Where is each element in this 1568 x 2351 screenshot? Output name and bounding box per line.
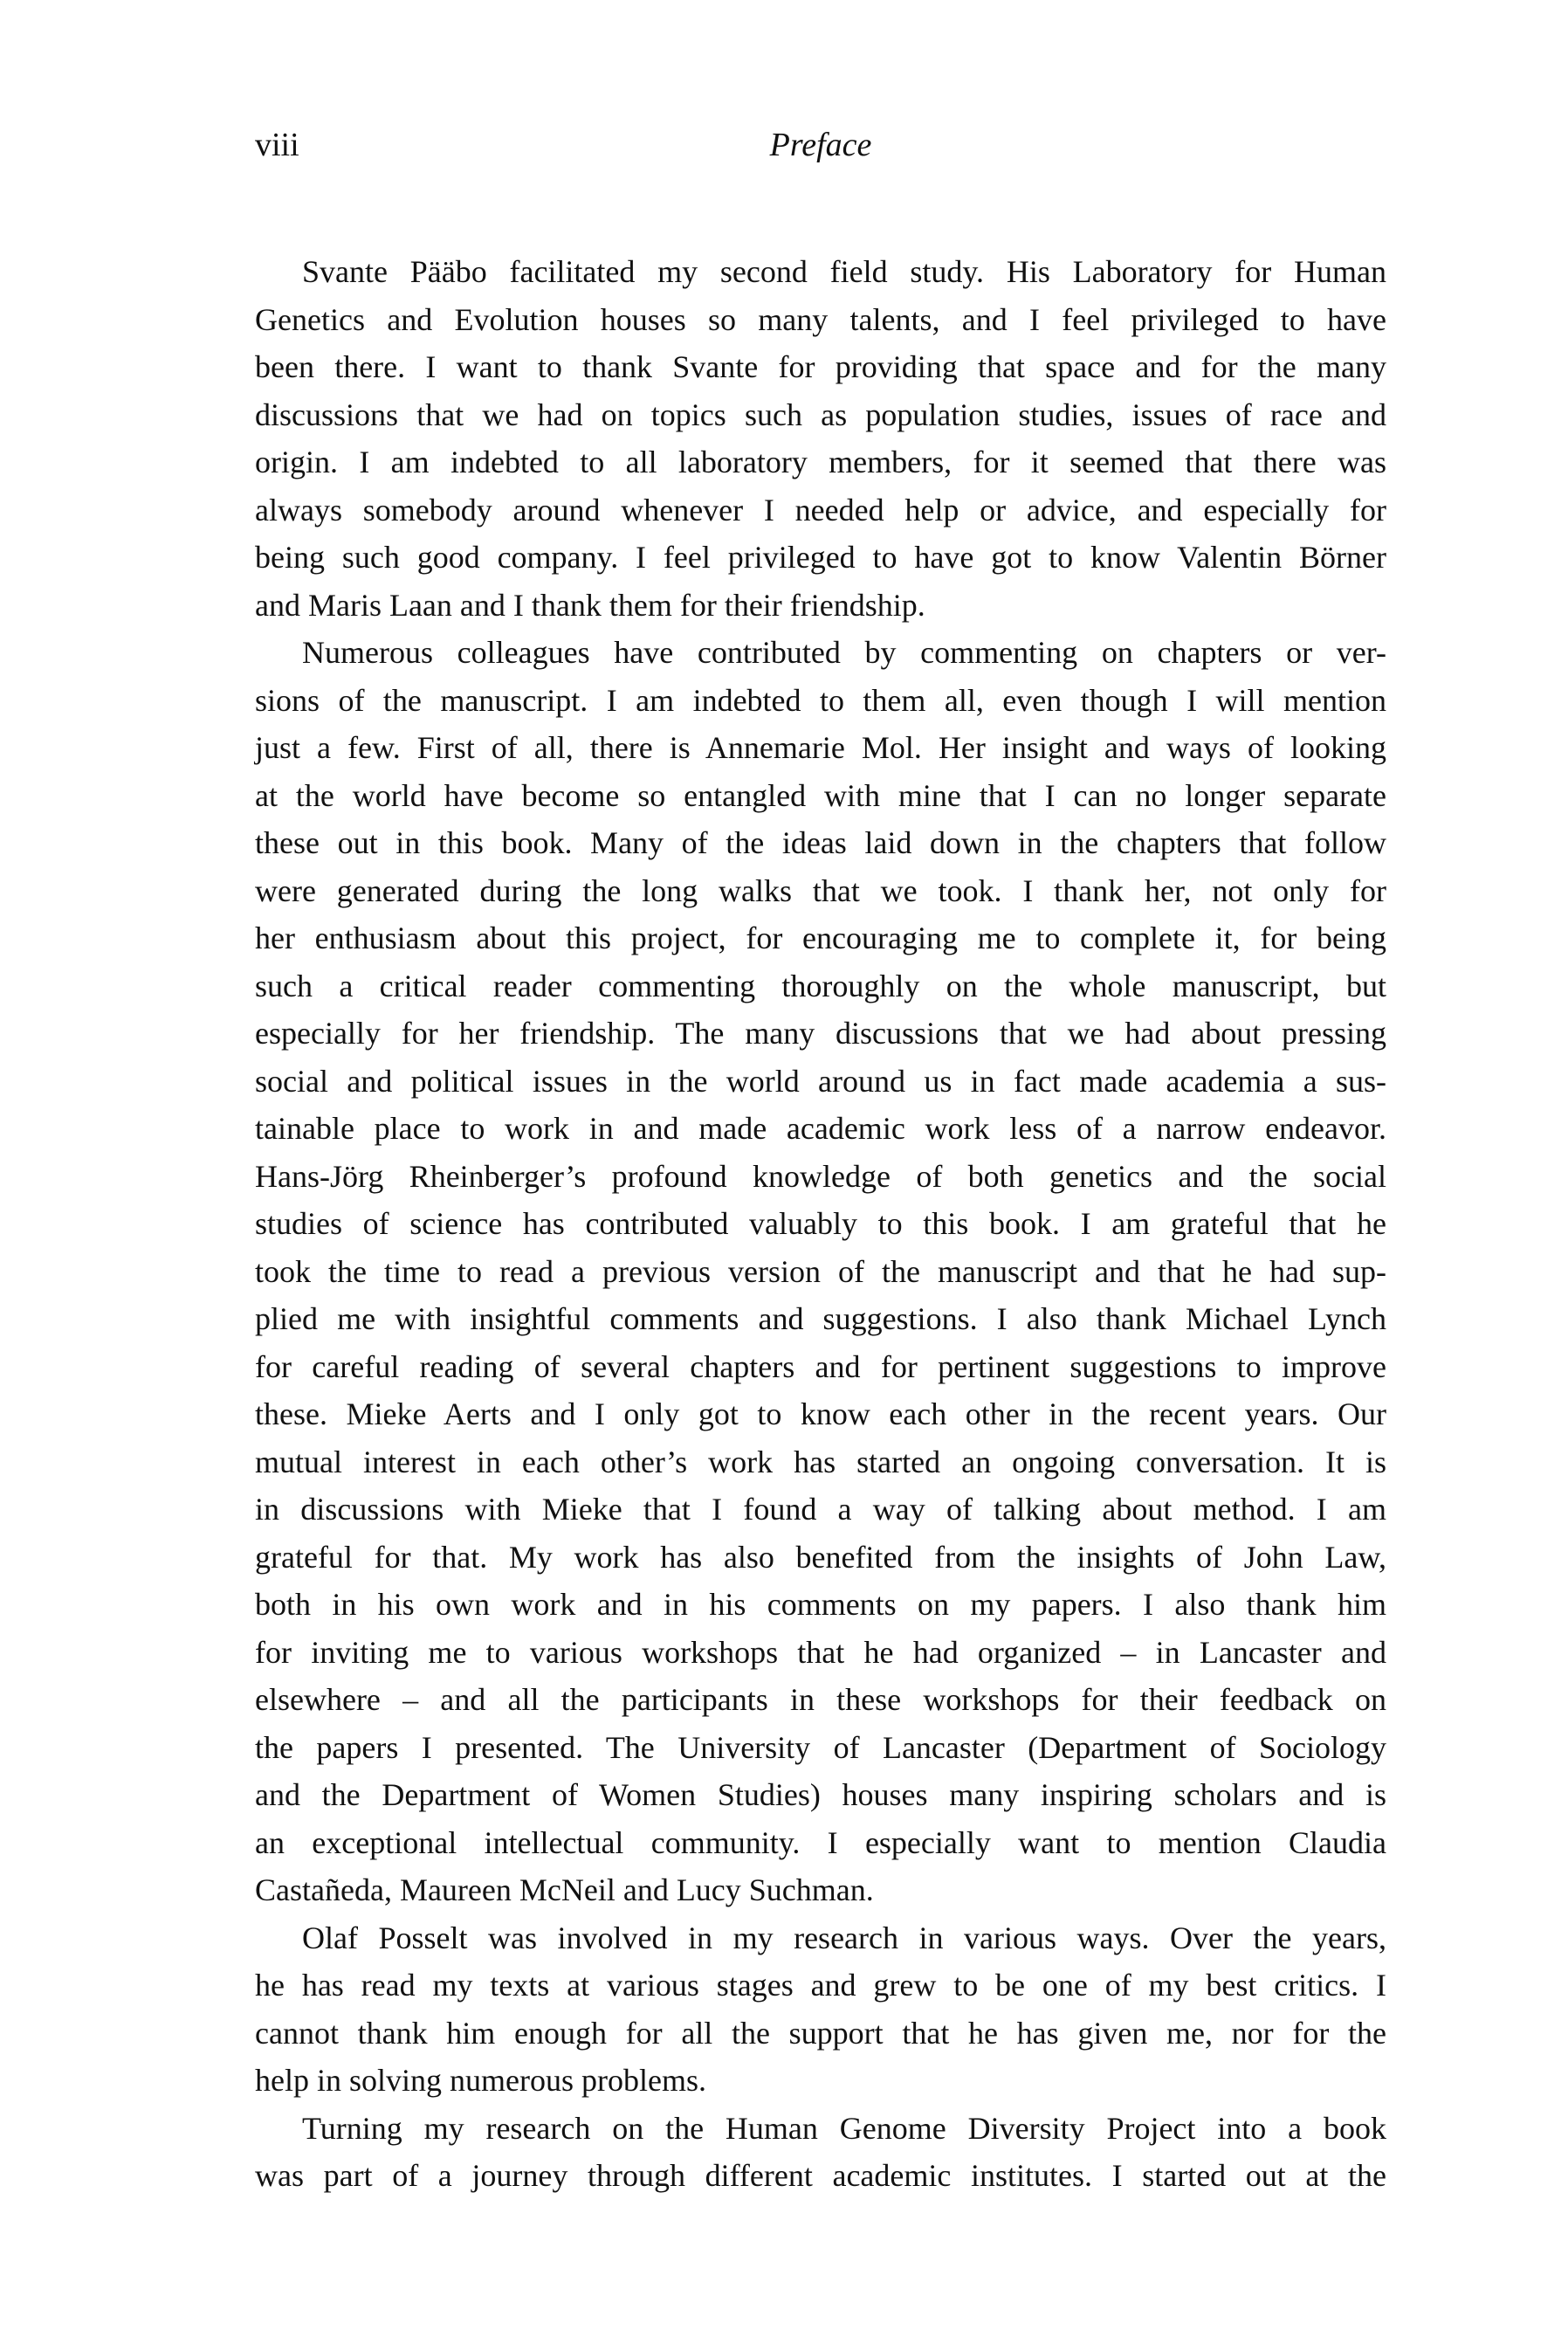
- text-line: especially for her friendship. The many discussions that we had about pressing: [255, 1016, 1386, 1051]
- text-line: help in solving numerous problems.: [255, 2063, 706, 2098]
- running-section-title: Preface: [769, 127, 872, 163]
- text-line: mutual interest in each other’s work has started an ongoing conversation. It is: [255, 1444, 1386, 1479]
- text-line: elsewhere – and all the participants in these workshops for their feedback on: [255, 1682, 1386, 1717]
- text-line: and Maris Laan and I thank them for their friendship.: [255, 587, 925, 623]
- text-line: Turning my research on the Human Genome Diversity Project into a book: [302, 2110, 1386, 2146]
- text-line: were generated during the long walks that we took. I thank her, not only for: [255, 872, 1386, 908]
- text-line: the papers I presented. The University of Lancaster (Department of Sociology: [255, 1729, 1386, 1765]
- paragraph-olaf-posselt: [255, 1914, 1386, 2105]
- text-line: Castañeda, Maureen McNeil and Lucy Suchman.: [255, 1872, 874, 1907]
- text-line: an exceptional intellectual community. I especially want to mention Claudia: [255, 1824, 1386, 1860]
- text-line: being such good company. I feel privileged to have got to know Valentin Börner: [255, 540, 1386, 575]
- text-line: her enthusiasm about this project, for encouraging me to complete it, for being: [255, 920, 1386, 955]
- text-line: was part of a journey through different academic institutes. I started out at the: [255, 2158, 1386, 2193]
- text-line: at the world have become so entangled with mine that I can no longer separate: [255, 777, 1386, 813]
- text-line: in discussions with Mieke that I found a way of talking about method. I am: [255, 1492, 1386, 1527]
- text-line: just a few. First of all, there is Annemarie Mol. Her insight and ways of looking: [255, 730, 1386, 765]
- text-line: took the time to read a previous version of the manuscript and that he had sup-: [255, 1253, 1386, 1289]
- text-line: Genetics and Evolution houses so many talents, and I feel privileged to have: [255, 301, 1386, 337]
- text-line: and the Department of Women Studies) houses many inspiring scholars and is: [255, 1777, 1386, 1812]
- text-line: tainable place to work in and made academic work less of a narrow endeavor.: [255, 1111, 1386, 1146]
- paragraph-paabo-lab: [255, 248, 1386, 629]
- running-head: [255, 119, 1386, 171]
- body-text: [255, 248, 1386, 2200]
- text-line: for inviting me to various workshops that he had organized – in Lancaster and: [255, 1634, 1386, 1670]
- text-line: both in his own work and in his comments on my papers. I also thank him: [255, 1587, 1386, 1622]
- text-line: discussions that we had on topics such as population studies, issues of race and: [255, 396, 1386, 432]
- text-line: plied me with insightful comments and suggestions. I also thank Michael Lynch: [255, 1301, 1386, 1336]
- text-line: grateful for that. My work has also benefited from the insights of John Law,: [255, 1539, 1386, 1575]
- text-line: origin. I am indebted to all laboratory members, for it seemed that there was: [255, 445, 1386, 479]
- text-line: social and political issues in the world around us in fact made academia a sus-: [255, 1063, 1386, 1099]
- text-line: been there. I want to thank Svante for providing that space and for the many: [255, 349, 1386, 384]
- paragraph-colleagues: [255, 629, 1386, 1914]
- text-line: sions of the manuscript. I am indebted to them all, even though I will mention: [255, 682, 1386, 718]
- page-number: viii: [255, 127, 299, 163]
- text-line: he has read my texts at various stages and grew to be one of my best critics. I: [255, 1968, 1386, 2003]
- text-line: always somebody around whenever I needed help or advice, and especially for: [255, 492, 1386, 527]
- text-line: for careful reading of several chapters and for pertinent suggestions to improve: [255, 1348, 1386, 1384]
- text-line: such a critical reader commenting thoroughly on the whole manuscript, but: [255, 968, 1386, 1003]
- text-line: Hans-Jörg Rheinberger’s profound knowledge of both genetics and the social: [255, 1158, 1386, 1194]
- text-line: Olaf Posselt was involved in my research in various ways. Over the years,: [302, 1920, 1386, 1955]
- text-line: these. Mieke Aerts and I only got to know each other in the recent years. Our: [255, 1396, 1386, 1431]
- text-line: these out in this book. Many of the ideas laid down in the chapters that follow: [255, 825, 1386, 860]
- text-line: cannot thank him enough for all the support that he has given me, nor for the: [255, 2015, 1386, 2051]
- text-line: Numerous colleagues have contributed by commenting on chapters or ver-: [302, 635, 1386, 670]
- paragraph-journey: [255, 2105, 1386, 2200]
- text-line: Svante Pääbo facilitated my second field study. His Laboratory for Human: [302, 254, 1386, 289]
- text-line: studies of science has contributed valuably to this book. I am grateful that he: [255, 1206, 1386, 1241]
